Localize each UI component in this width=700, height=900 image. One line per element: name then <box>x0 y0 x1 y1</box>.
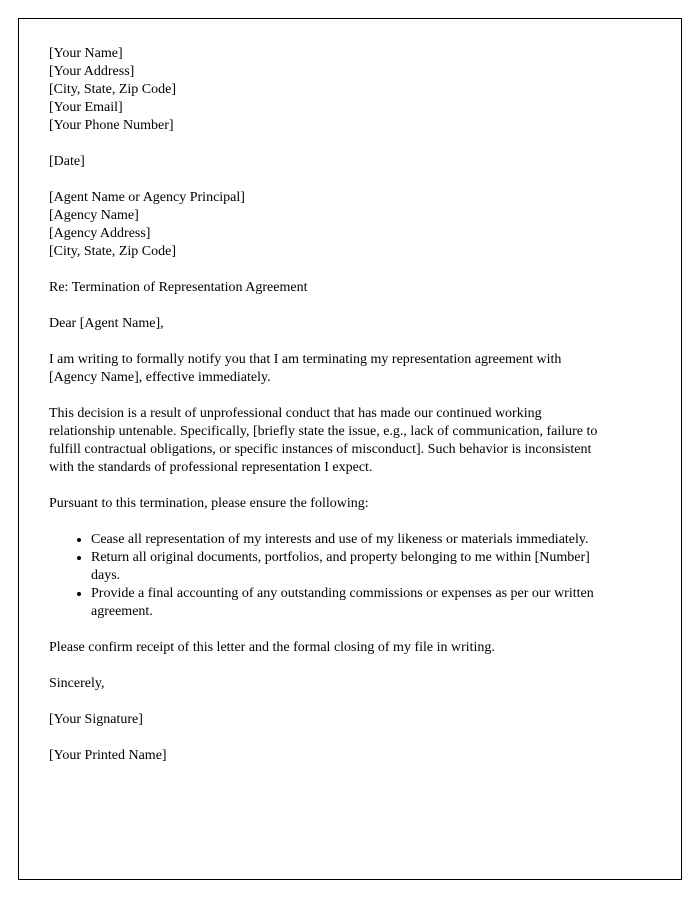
sender-block <box>49 45 604 135</box>
paragraph-intro: I am writing to formally notify you that I am terminating my representation agreement with [Agency Name], effective immediately. <box>49 352 562 385</box>
list-item-cease-representation: • Cease all representation of my interests and use of my likeness or materials immediately. <box>91 531 604 549</box>
recipient-city-state-zip: [City, State, Zip Code] <box>49 244 177 259</box>
sender-city-state-zip: [City, State, Zip Code] <box>49 82 177 97</box>
letter-content <box>19 19 634 803</box>
paragraph-reason: This decision is a result of unprofessional conduct that has made our continued working relationship untenable. Specifically, [briefly state the issue, e.g., lack of communication, failure to fulfill contractual obligations, or specific instances of misconduct]. Such behavior is inconsistent with the standards of professional representation I expect. <box>49 406 598 475</box>
printed-name-line: [Your Printed Name] <box>49 748 167 763</box>
paragraph-request: Pursuant to this termination, please ensure the following: <box>49 496 369 511</box>
list-item-final-accounting: • Provide a final accounting of any outstanding commissions or expenses as per our written agreement. <box>91 585 604 621</box>
recipient-name: [Agent Name or Agency Principal] <box>49 190 245 205</box>
sender-address: [Your Address] <box>49 64 135 79</box>
recipient-agency-name: [Agency Name] <box>49 208 139 223</box>
recipient-block <box>49 189 604 261</box>
recipient-agency-address: [Agency Address] <box>49 226 151 241</box>
termination-requirements-list <box>49 531 604 621</box>
salutation: Dear [Agent Name], <box>49 316 164 331</box>
subject-line: Re: Termination of Representation Agreement <box>49 280 308 295</box>
signature-line: [Your Signature] <box>49 712 143 727</box>
date-line: [Date] <box>49 154 85 169</box>
list-item-return-documents: • Return all original documents, portfolios, and property belonging to me within [Number] days. <box>91 549 604 585</box>
paragraph-confirmation: Please confirm receipt of this letter and the formal closing of my file in writing. <box>49 640 495 655</box>
sign-off: Sincerely, <box>49 676 105 691</box>
sender-phone: [Your Phone Number] <box>49 118 174 133</box>
sender-email: [Your Email] <box>49 100 123 115</box>
letter-document <box>18 18 682 880</box>
sender-name: [Your Name] <box>49 46 123 61</box>
